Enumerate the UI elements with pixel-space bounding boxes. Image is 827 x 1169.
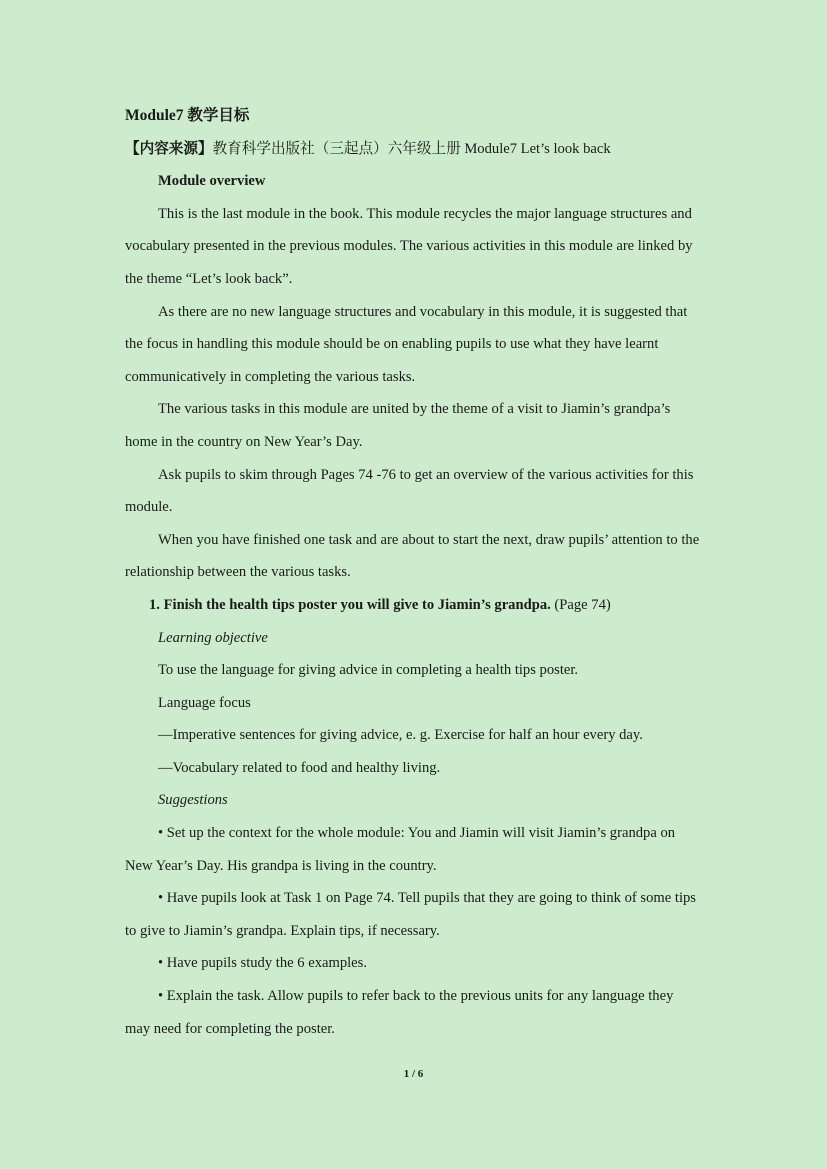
page-number: 1 / 6 [403,1068,424,1080]
focus-item: —Imperative sentences for giving advice, e. g. Exercise for half an hour every day. [158,727,643,744]
content-source [125,133,700,166]
objective-text: To use the language for giving advice in completing a health tips poster. [158,662,579,679]
suggestion-item: • Have pupils study the 6 examples. [158,955,367,972]
task1-heading-line [125,589,700,622]
task1-heading: 1. Finish the health tips poster you will give to Jiamin’s grandpa. [149,596,551,613]
task1-page-ref: (Page 74) [550,596,611,613]
suggestions-label: Suggestions [158,792,228,809]
content-source-label: 【内容来源】 [125,140,213,157]
suggestion-item: • Explain the task. Allow pupils to refer back to the previous units for any language they may need for completing the poster. [125,988,674,1037]
focus-item: —Vocabulary related to food and healthy living. [158,759,441,776]
content-source-text: 教育科学出版社（三起点）六年级上册 Module7 Let’s look back [212,140,611,157]
paragraph: When you have finished one task and are about to start the next, draw pupils’ attention to the relationship between the various tasks. [125,531,700,581]
paragraph: This is the last module in the book. This module recycles the major language structures and vocabulary presented in the previous modules. The various activities in this module are linked by the theme “Let’s look back”. [125,205,693,287]
objective-label: Learning objective [158,629,268,646]
suggestion-item: • Set up the context for the whole module: You and Jiamin will visit Jiamin’s grandpa on New Year’s Day. His grandpa is living in the country. [125,825,676,874]
paragraph: As there are no new language structures and vocabulary in this module, it is suggested that the focus in handling this module should be on enabling pupils to use what they have learnt communicatively in completing the various tasks. [125,303,688,385]
document-body [125,100,700,1045]
document-title: Module7 教学目标 [125,107,250,124]
overview-heading: Module overview [158,173,266,190]
paragraph: Ask pupils to skim through Pages 74 -76 to get an overview of the various activities for this module. [125,466,694,516]
paragraph: The various tasks in this module are united by the theme of a visit to Jiamin’s grandpa’s home in the country on New Year’s Day. [125,401,671,450]
suggestion-item: • Have pupils look at Task 1 on Page 74. Tell pupils that they are going to think of some tips to give to Jiamin’s grandpa. Explain tips, if necessary. [125,890,696,939]
focus-label: Language focus [158,694,251,711]
